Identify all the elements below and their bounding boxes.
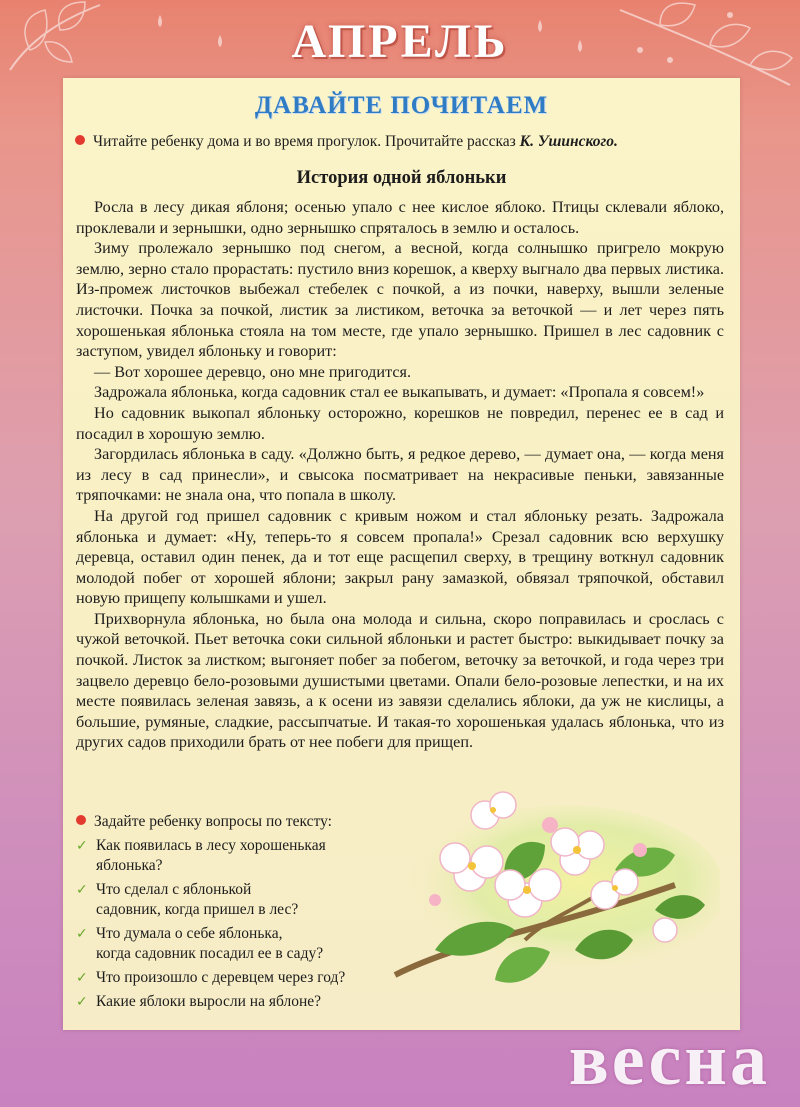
question-item: ✓ Что произошло с деревцем через год?: [76, 969, 346, 986]
check-icon: ✓: [76, 882, 88, 898]
story-paragraph: Прихворнула яблонька, но была она молода и сильна, скоро поправилась и срослась с чужой веточкой. Пьет веточка соки сильной яблоньки и растет быстро: выкидывает почку за почкой. Листок за листком; выгоняет побег за побегом, веточку за веточкой, и года через три зацвело деревцо бело-розовыми душистыми цветами. Опали бело-розовые лепестки, и на их месте появилась зеленая завязь, а к осени из завязи сделались яблоки, да уж не кислицы, а большие, румяные, сладкие, рассыпчатые. И такая-то хорошенькая удалась яблонька, что из других садов приходили брать от нее побеги для прищеп.: [76, 609, 724, 752]
questions-heading: Задайте ребенку вопросы по тексту:: [76, 812, 376, 832]
question-item: ✓ Что думала о себе яблонька, когда садовник посадил ее в саду?: [76, 925, 324, 962]
apple-blossom-illustration: [375, 790, 720, 1015]
story-paragraph: Задрожала яблонька, когда садовник стал ее выкапывать, и думает: «Пропала я совсем!»: [94, 383, 705, 402]
bullet-dot-icon: [75, 135, 85, 145]
story-paragraph: — Вот хорошее деревцо, оно мне пригодится.: [94, 362, 412, 381]
story-paragraph: Росла в лесу дикая яблоня; осенью упало с нее кислое яблоко. Птицы склевали яблоко, проклевали и зернышки, одно зернышко спряталось в землю и осталось.: [76, 198, 724, 237]
check-icon: ✓: [76, 994, 88, 1010]
story-title: История одной яблоньки: [296, 168, 507, 188]
intro-author: К. Ушинского.: [519, 133, 618, 150]
intro-text: Читайте ребенку дома и во время прогулок. Прочитайте рассказ: [93, 133, 520, 150]
story-paragraph: Но садовник выкопал яблоньку осторожно, корешков не повредил, перенес ее в сад и посадил в хорошую землю.: [76, 403, 724, 443]
story-paragraph: Загордилась яблонька в саду. «Должно быть, я редкое дерево, — думает она, — когда меня из лесу в сад принесли», и свысока посматривает на некрасивые пеньки, завязанные тряпочками: не знала она, что попала в школу.: [76, 445, 724, 505]
bullet-dot-icon: [76, 815, 86, 825]
check-icon: ✓: [76, 926, 88, 942]
questions-list: [76, 812, 376, 1016]
question-item: ✓ Что сделал с яблонькой садовник, когда пришел в лес?: [76, 881, 299, 918]
story-paragraph: На другой год пришел садовник с кривым ножом и стал яблоньку резать. Задрожала яблонька и думает: «Ну, теперь-то я совсем пропала!» Срезал садовник всю верхушку деревца, оставил один пенек, да и тот еще расщепил сверху, в трещину воткнул садовник молодой побег от хорошей яблони; закрыл рану замазкой, обвязал тряпочкой, обставил новую прищепу колышками и ушел.: [76, 506, 724, 608]
intro-line: [75, 133, 725, 151]
season-label: весна: [568, 1019, 770, 1101]
check-icon: ✓: [76, 838, 88, 854]
month-title: АПРЕЛЬ: [291, 15, 509, 68]
check-icon: ✓: [76, 970, 88, 986]
section-title: ДАВАЙТЕ ПОЧИТАЕМ: [254, 92, 549, 119]
question-item: ✓ Какие яблоки выросли на яблоне?: [76, 993, 322, 1010]
question-item: ✓ Как появилась в лесу хорошенькая яблонька?: [76, 837, 326, 874]
story-paragraph: Зиму пролежало зернышко под снегом, а весной, когда солнышко пригрело мокрую землю, зерно стало прорастать: пустило вниз корешок, а кверху выгнало два первых листика. Из-промеж листочков выбежал стебелек с почкой, а из почки, наверху, вышли зеленые листочки. Почка за почкой, листик за листиком, веточка за веточкой — и лет через пять хорошенькая яблонька стояла на том месте, где упало зернышко. Пришел в лес садовник с заступом, увидел яблоньку и говорит:: [76, 239, 724, 361]
story-body: [76, 197, 724, 753]
